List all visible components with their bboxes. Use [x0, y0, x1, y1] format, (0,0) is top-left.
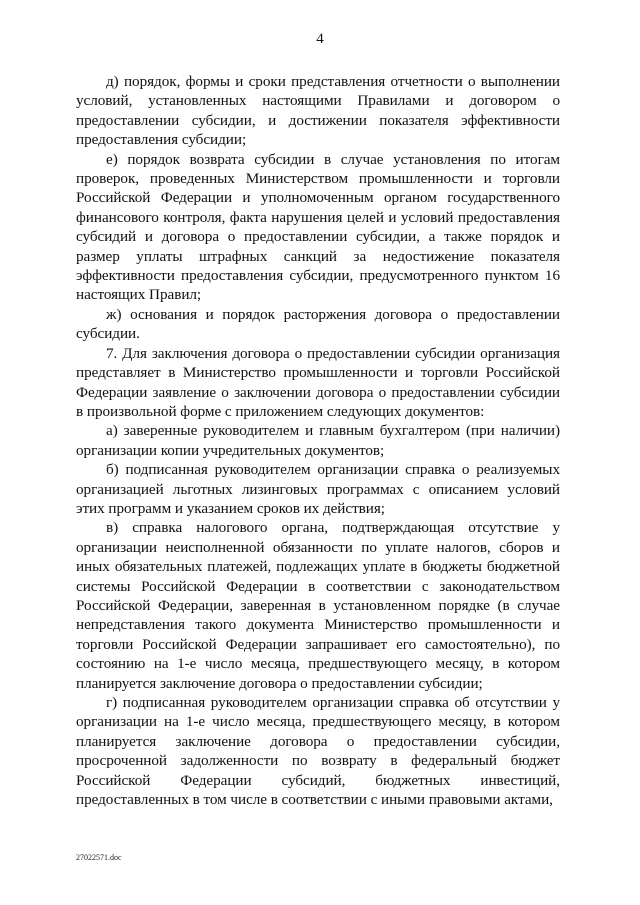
paragraph-7-application: 7. Для заключения договора о предоставлении субсидии организация представляет в Министерство промышленности и торговли Российской Федерации заявление о заключении договора о предоставлении субсидии в произвольной форме с приложением следующих документов:	[76, 344, 560, 420]
paragraph-v-tax-certificate: в) справка налогового органа, подтверждающая отсутствие у организации неисполненной обязанности по уплате налогов, сборов и иных обязательных платежей, подлежащих уплате в бюджеты бюджетной системы Российской Федерации в соответствии с законодательством Российской Федерации, заверенная в установленном порядке (в случае непредставления такого документа Министерство промышленности и торговли Российской Федерации запрашивает его самостоятельно), по состоянию на 1-е число месяца, предшествующего месяцу, в котором планируется заключение договора о предоставлении субсидии;	[76, 519, 560, 692]
paragraph-e-refund: е) порядок возврата субсидии в случае установления по итогам проверок, проведенных Министерством промышленности и торговли Российской Федерации и уполномоченным органом государственного финансового контроля, факта нарушения целей и условий предоставления субсидий и договора о предоставлении субсидии, а также порядок и размер уплаты штрафных санкций за недостижение показателя эффективности предоставления субсидии, предусмотренного пунктом 16 настоящих Правил;	[76, 150, 560, 304]
paragraph-b-leasing-programs: б) подписанная руководителем организации справка о реализуемых организацией льготных лизинговых программах с описанием условий этих программ и указанием сроков их действия;	[76, 461, 560, 517]
paragraph-g-debt-certificate: г) подписанная руководителем организации справка об отсутствии у организации на 1-е число месяца, предшествующего месяцу, в котором планируется заключение договора о предоставлении субсидии, просроченной задолженности по возврату в федеральный бюджет Российской Федерации субсидий, бюджетных инвестиций, предоставленных в том числе в соответствии с иными правовыми актами,	[76, 694, 560, 809]
footer-document-code: 27022571.doc	[76, 853, 122, 862]
page-number: 4	[316, 31, 324, 47]
paragraph-a-founding-docs: а) заверенные руководителем и главным бухгалтером (при наличии) организации копии учредительных документов;	[76, 422, 560, 459]
paragraph-d-reporting: д) порядок, формы и сроки представления отчетности о выполнении условий, установленных настоящими Правилами и договором о предоставлении субсидии, и достижении показателя эффективности предоставления субсидии;	[76, 73, 560, 149]
document-body	[76, 72, 560, 809]
paragraph-zh-termination: ж) основания и порядок расторжения договора о предоставлении субсидии.	[76, 305, 560, 343]
